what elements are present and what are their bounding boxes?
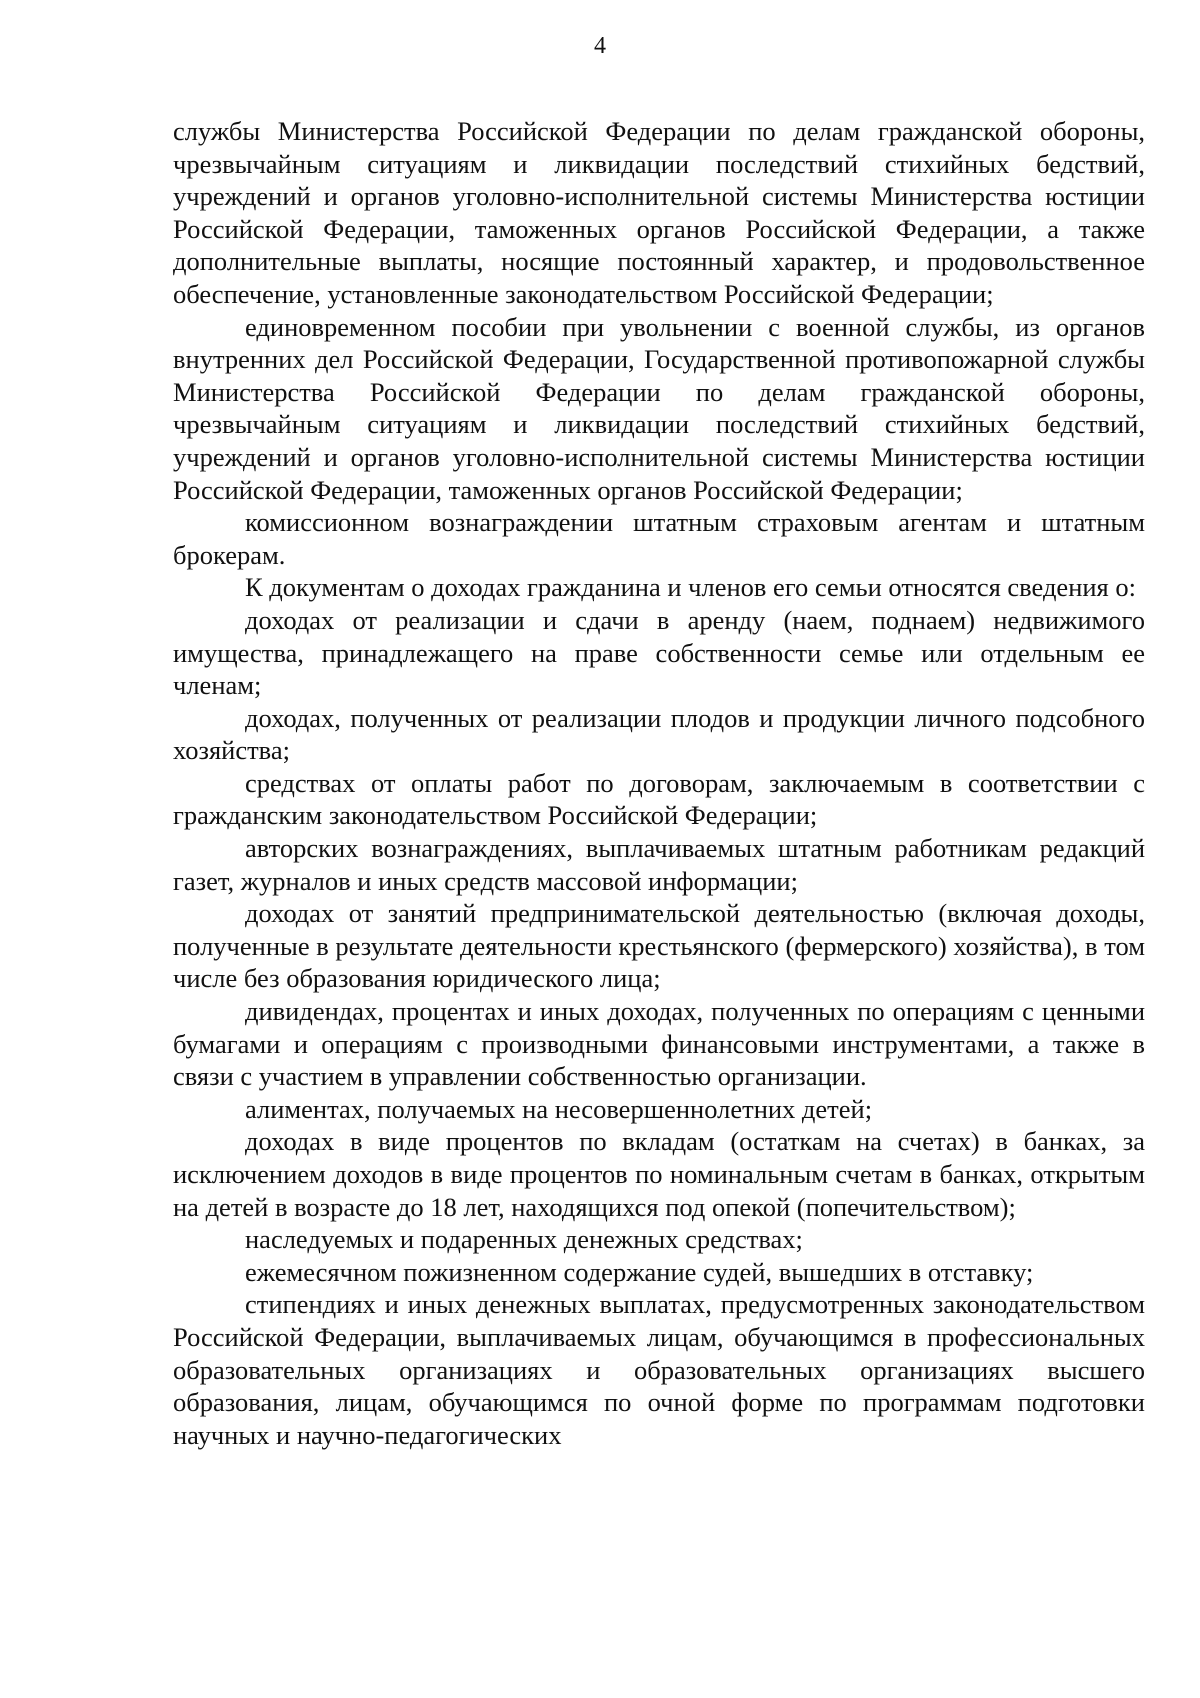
page-number: 4	[594, 33, 606, 59]
paragraph-9: доходах от занятий предпринимательской деятельностью (включая доходы, полученные в результате деятельности крестьянского (фермерского) хозяйства), в том числе без образования юридического лица;	[173, 898, 1145, 994]
paragraph-14: ежемесячном пожизненном содержание судей, вышедших в отставку;	[245, 1256, 1034, 1287]
paragraph-11: алиментах, получаемых на несовершеннолетних детей;	[245, 1093, 873, 1124]
paragraph-6: доходах, полученных от реализации плодов и продукции личного подсобного хозяйства;	[173, 702, 1145, 766]
paragraph-4: К документам о доходах гражданина и членов его семьи относятся сведения о:	[245, 572, 1136, 603]
paragraph-3: комиссионном вознаграждении штатным страховым агентам и штатным брокерам.	[173, 507, 1145, 570]
paragraph-2: единовременном пособии при увольнении с военной службы, из органов внутренних дел Российской Федерации, Государственной противопожарной службы Министерства Российской Федерации по делам гражданской обороны, чрезвычайным ситуациям и ликвидации последствий стихийных бедствий, учреждений и органов уголовно-исполнительной системы Министерства юстиции Российской Федерации, таможенных органов Российской Федерации;	[173, 311, 1145, 505]
paragraph-10: дивидендах, процентах и иных доходах, полученных по операциям с ценными бумагами и операциям с производными финансовыми инструментами, а также в связи с участием в управлении собственностью организации.	[173, 996, 1145, 1092]
paragraph-8: авторских вознаграждениях, выплачиваемых штатным работникам редакций газет, журналов и иных средств массовой информации;	[173, 833, 1145, 896]
paragraph-12: доходах в виде процентов по вкладам (остаткам на счетах) в банках, за исключением доходов в виде процентов по номинальным счетам в банках, открытым на детей в возрасте до 18 лет, находящихся под опекой (попечительством);	[173, 1126, 1145, 1222]
paragraph-7: средствах от оплаты работ по договорам, заключаемым в соответствии с гражданским законодательством Российской Федерации;	[173, 767, 1145, 831]
paragraph-15: стипендиях и иных денежных выплатах, предусмотренных законодательством Российской Федерации, выплачиваемых лицам, обучающимся в профессиональных образовательных организациях и образовательных организациях высшего образования, лицам, обучающимся по очной форме по программам подготовки научных и научно-педагогических	[173, 1289, 1145, 1450]
paragraph-1: службы Министерства Российской Федерации по делам гражданской обороны, чрезвычайным ситуациям и ликвидации последствий стихийных бедствий, учреждений и органов уголовно-исполнительной системы Министерства юстиции Российской Федерации, таможенных органов Российской Федерации, а также дополнительные выплаты, носящие постоянный характер, и продовольственное обеспечение, установленные законодательством Российской Федерации;	[173, 116, 1145, 309]
paragraph-13: наследуемых и подаренных денежных средствах;	[245, 1224, 803, 1255]
paragraph-5: доходах от реализации и сдачи в аренду (наем, поднаем) недвижимого имущества, принадлежащего на праве собственности семье или отдельным ее членам;	[173, 604, 1145, 701]
document-body	[173, 115, 1145, 1451]
